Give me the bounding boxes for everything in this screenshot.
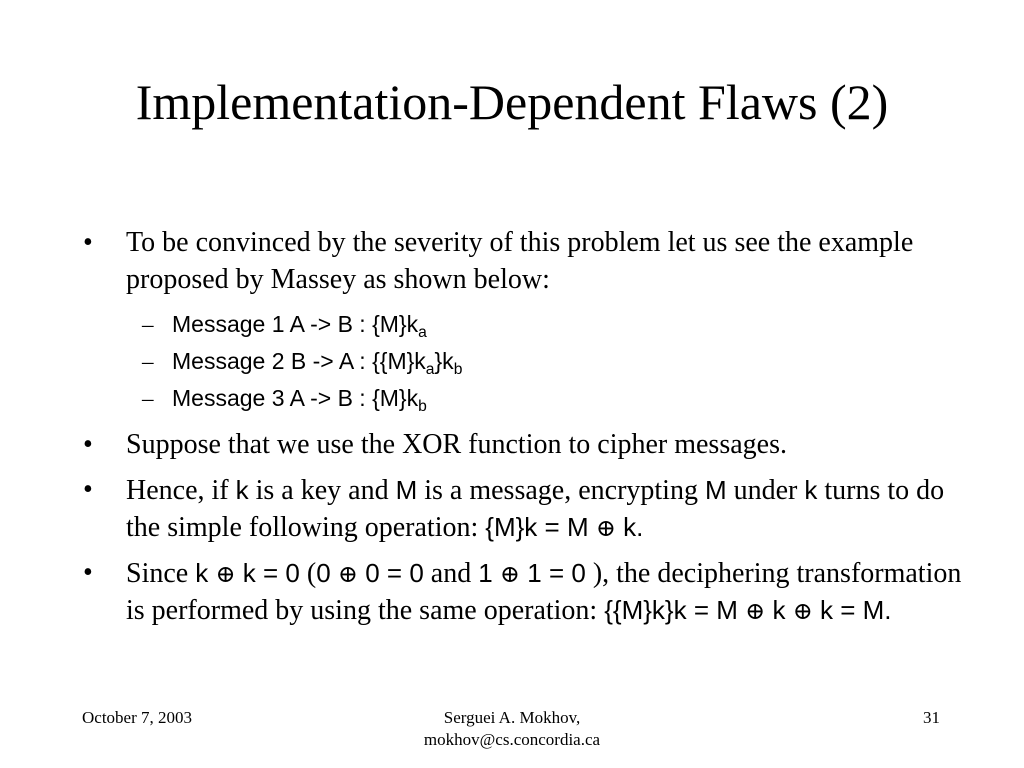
message-subscript: a — [425, 361, 435, 378]
message-symbol: M — [704, 474, 727, 505]
hence-text: under — [726, 474, 805, 506]
formula: 1 — [478, 557, 500, 588]
hence-text: is a message, encrypting — [417, 474, 705, 506]
message-item — [0, 306, 1024, 343]
bullet-intro — [0, 225, 1024, 298]
slide-title: Implementation-Dependent Flaws (2) — [135, 74, 889, 130]
message-item — [0, 380, 1024, 417]
xor-symbol: ⊕ — [215, 559, 236, 588]
formula: {{M}k}k = M — [604, 595, 746, 625]
message-list — [0, 306, 1024, 417]
xor-symbol: ⊕ — [337, 559, 359, 588]
since-text: and — [423, 557, 479, 589]
xor-symbol: ⊕ — [499, 559, 521, 588]
message-text: }k — [434, 348, 454, 374]
bullet-mark: • — [83, 429, 93, 460]
message-text: Message 2 B -> A : {{M}k — [172, 348, 426, 374]
dash-mark: – — [142, 349, 154, 374]
xor-symbol: ⊕ — [792, 597, 813, 625]
formula: 1 = 0 — [520, 557, 586, 588]
since-text: ( — [299, 557, 317, 589]
bullet-hence — [0, 472, 1024, 547]
slide-body — [0, 225, 1024, 638]
message-text: Message 3 A -> B : {M}k — [172, 385, 419, 411]
formula: k. — [615, 512, 644, 542]
bullet-mark: • — [83, 227, 93, 258]
footer-date: October 7, 2003 — [82, 708, 193, 727]
message-text: Message 1 A -> B : {M}k — [172, 311, 419, 337]
message-symbol: M — [395, 474, 418, 505]
page-number: 31 — [923, 708, 940, 727]
dash-mark: – — [142, 312, 154, 337]
formula: 0 = 0 — [358, 557, 424, 588]
hence-text: Hence, if — [126, 474, 236, 506]
message-subscript: b — [418, 398, 427, 415]
bullet-mark: • — [83, 556, 93, 588]
since-text: Since — [126, 557, 196, 589]
formula: k — [765, 595, 793, 625]
xor-symbol: ⊕ — [595, 514, 616, 542]
formula: k — [195, 557, 216, 588]
hence-text: turns to do the simple following operation: — [126, 474, 945, 543]
formula: k = 0 — [235, 557, 300, 588]
bullet-mark: • — [83, 473, 93, 505]
formula: 0 — [316, 557, 338, 588]
author-name: Serguei A. Mokhov, — [443, 708, 581, 727]
key-symbol: k — [804, 474, 818, 505]
hence-text: is a key and — [248, 474, 396, 506]
xor-text: Suppose that we use the XOR function to cipher messages. — [126, 429, 787, 460]
formula: {M}k = M — [485, 512, 596, 542]
since-text: ), the deciphering transformation is performed by using the same operation: — [126, 557, 962, 626]
formula: k = M. — [812, 595, 892, 625]
author-email: mokhov@cs.concordia.ca — [423, 730, 601, 749]
message-item — [0, 343, 1024, 380]
intro-text: To be convinced by the severity of this problem let us see the example proposed by Massey as shown below: — [126, 227, 914, 295]
message-subscript: b — [453, 361, 463, 378]
dash-mark: – — [142, 386, 154, 411]
bullet-xor — [0, 427, 1024, 464]
xor-symbol: ⊕ — [745, 597, 766, 625]
bullet-since — [0, 555, 1024, 630]
key-symbol: k — [235, 474, 249, 505]
message-subscript: a — [418, 324, 427, 341]
footer-author — [0, 707, 1024, 751]
